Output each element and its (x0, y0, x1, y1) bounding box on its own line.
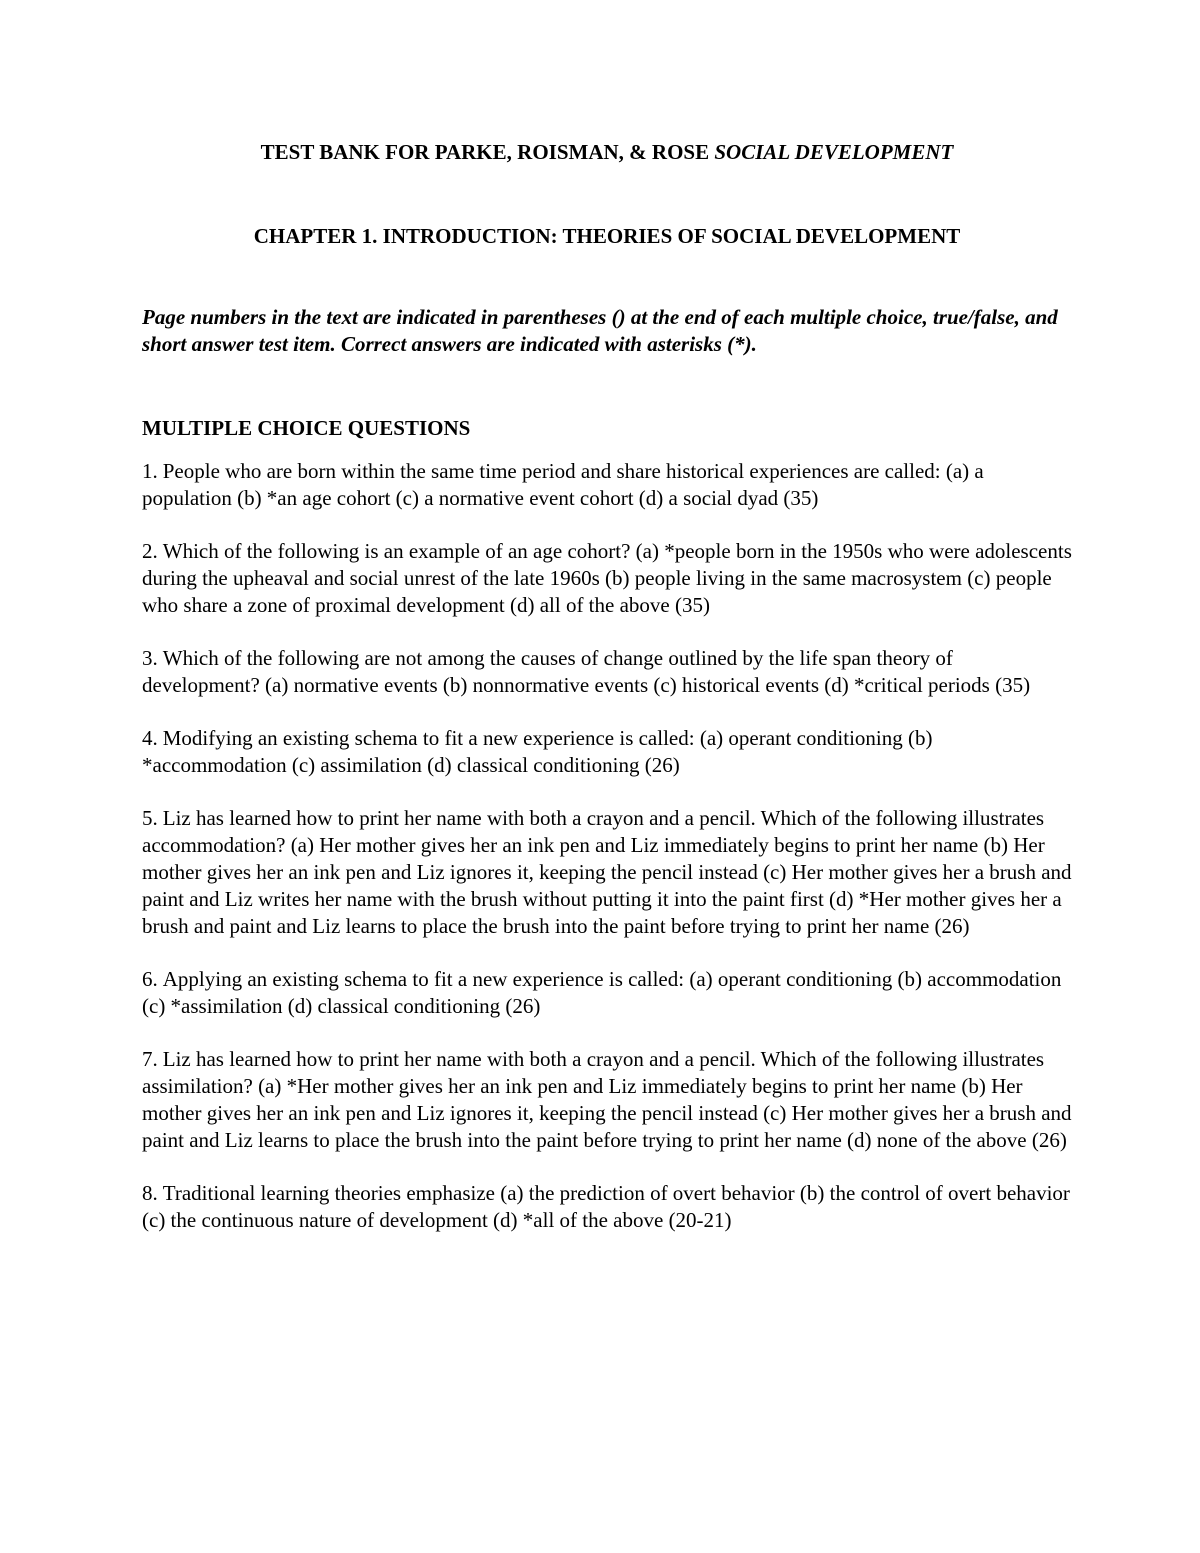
question-number: 8. (142, 1181, 158, 1205)
question-item (142, 1046, 1072, 1154)
question-number: 4. (142, 726, 158, 750)
question-text: Applying an existing schema to fit a new experience is called: (a) operant conditioning (b) accommodation (c) *assimilation (d) classical conditioning (26) (142, 967, 1062, 1018)
question-number: 6. (142, 967, 158, 991)
question-number: 3. (142, 646, 158, 670)
question-text: People who are born within the same time period and share historical experiences are called: (a) a population (b) *an age cohort (c) a normative event cohort (d) a social dyad (35) (142, 459, 984, 510)
question-number: 2. (142, 539, 158, 563)
question-item (142, 1180, 1072, 1234)
question-number: 1. (142, 459, 158, 483)
question-item (142, 538, 1072, 619)
chapter-heading: CHAPTER 1. INTRODUCTION: THEORIES OF SOCIAL DEVELOPMENT (253, 224, 961, 248)
document-title-main: TEST BANK FOR PARKE, ROISMAN, & ROSE (260, 140, 715, 164)
question-item (142, 645, 1072, 699)
question-number: 7. (142, 1047, 158, 1071)
question-item (142, 458, 1072, 512)
document-page (142, 138, 1072, 1234)
question-text: Which of the following is an example of an age cohort? (a) *people born in the 1950s who were adolescents during the upheaval and social unrest of the late 1960s (b) people living in the same macrosystem (c) people who share a zone of proximal development (d) all of the above (35) (142, 539, 1072, 617)
document-title-italic: SOCIAL DEVELOPMENT (714, 140, 954, 164)
question-item (142, 966, 1072, 1020)
question-item (142, 725, 1072, 779)
question-text: Traditional learning theories emphasize (a) the prediction of overt behavior (b) the control of overt behavior (c) the continuous nature of development (d) *all of the above (20-21) (142, 1181, 1070, 1232)
question-text: Which of the following are not among the causes of change outlined by the life span theory of development? (a) normative events (b) nonnormative events (c) historical events (d) *critical periods (35) (142, 646, 1031, 697)
question-text: Liz has learned how to print her name with both a crayon and a pencil. Which of the following illustrates accommodation? (a) Her mother gives her an ink pen and Liz immediately begins to print her name (b) Her mother gives her an ink pen and Liz ignores it, keeping the pencil instead (c) Her mother gives her a brush and paint and Liz writes her name with the brush without putting it into the paint first (d) *Her mother gives her a brush and paint and Liz learns to place the brush into the paint before trying to print her name (26) (142, 806, 1072, 938)
question-item (142, 805, 1072, 940)
question-number: 5. (142, 806, 158, 830)
question-text: Liz has learned how to print her name with both a crayon and a pencil. Which of the following illustrates assimilation? (a) *Her mother gives her an ink pen and Liz immediately begins to print her name (b) Her mother gives her an ink pen and Liz ignores it, keeping the pencil instead (c) Her mother gives her a brush and paint and Liz learns to place the brush into the paint before trying to print her name (d) none of the above (26) (142, 1047, 1072, 1152)
question-list (142, 458, 1072, 1234)
question-text: Modifying an existing schema to fit a new experience is called: (a) operant conditioning (b) *accommodation (c) assimilation (d) classical conditioning (26) (142, 726, 933, 777)
section-heading: MULTIPLE CHOICE QUESTIONS (142, 416, 471, 440)
instructions-paragraph: Page numbers in the text are indicated in parentheses () at the end of each multiple choice, true/false, and short answer test item. Correct answers are indicated with asterisks (*). (142, 305, 1058, 356)
document-title (142, 138, 1072, 166)
